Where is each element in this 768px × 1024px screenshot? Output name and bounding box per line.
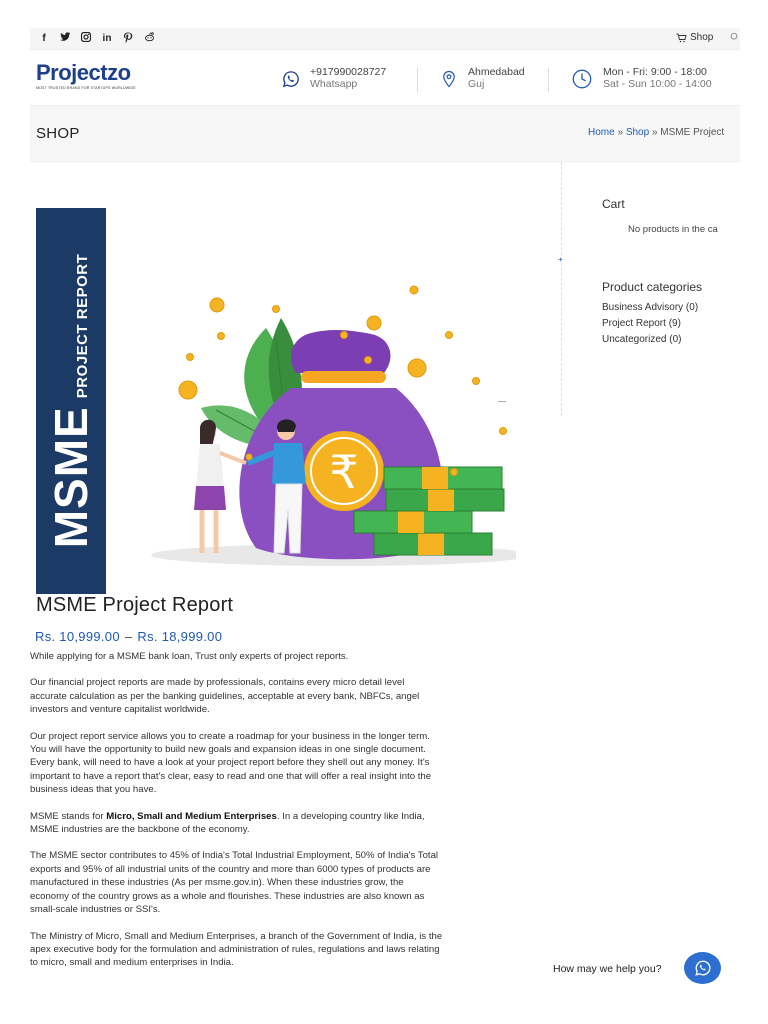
logo-text: Projectzo	[36, 60, 131, 85]
hours-weekend: Sat - Sun 10:00 - 14:00	[603, 78, 712, 90]
description-paragraph: Our financial project reports are made by professionals, contains every micro detail level accurate calculation as per the banking guidelines, acceptable at every bank, NBFCs, angel investors and venture capitalist worldwide.	[30, 677, 420, 716]
rupee-symbol: ₹	[329, 445, 359, 499]
sidebar-divider	[561, 162, 562, 416]
location-city: Ahmedabad	[468, 66, 525, 78]
page	[30, 28, 740, 1024]
cart-heading: Cart	[602, 197, 625, 211]
price-separator: –	[124, 629, 133, 644]
breadcrumb-separator: »	[649, 127, 661, 138]
category-project-report[interactable]: Project Report (9)	[602, 318, 681, 329]
shop-link[interactable]	[676, 32, 713, 43]
logo-tagline: MOST TRUSTED BRAND FOR STARTUPS WORLDWIDE	[36, 86, 136, 90]
category-business-advisory[interactable]: Business Advisory (0)	[602, 302, 699, 313]
description-paragraph: MSME stands for Micro, Small and Medium Enterprises. In a developing country like India, MSME industries are the backbone of the economy.	[30, 810, 425, 836]
description-paragraph: The Ministry of Micro, Small and Medium Enterprises, a branch of the Government of India, is the apex executive body for the formulation and administration of rules, regulations and laws relating to micro, small and medium enterprises in India.	[30, 930, 443, 969]
divider	[548, 68, 549, 92]
twitter-icon[interactable]	[59, 32, 71, 48]
cart-icon	[676, 33, 687, 43]
product-image[interactable]	[36, 208, 516, 594]
banner-small-text: PROJECT REPORT	[74, 253, 91, 399]
hours-weekday: Mon - Fri: 9:00 - 18:00	[603, 66, 707, 78]
msme-full-form: Micro, Small and Medium Enterprises	[106, 810, 277, 822]
whatsapp-number: +917990028727	[310, 66, 387, 78]
clock-icon	[571, 68, 593, 90]
categories-heading: Product categories	[602, 280, 703, 294]
logo[interactable]	[36, 60, 136, 90]
top-bar	[30, 28, 740, 50]
price-low: Rs. 10,999.00	[35, 629, 120, 644]
product-title: MSME Project Report	[36, 594, 234, 616]
location-state: Guj	[468, 78, 485, 90]
instagram-icon[interactable]	[80, 32, 92, 48]
shop-link-label: Shop	[690, 32, 714, 43]
breadcrumb	[588, 127, 724, 138]
linkedin-icon[interactable]: in	[102, 33, 112, 44]
pinterest-icon[interactable]	[122, 32, 134, 48]
breadcrumb-current: MSME Project	[660, 127, 725, 138]
description-paragraph: While applying for a MSME bank loan, Trust only experts of project reports.	[30, 651, 349, 662]
banner-big-text: MSME	[45, 406, 97, 549]
site-header	[30, 50, 740, 106]
money-bag-illustration	[116, 248, 516, 578]
product-description	[30, 650, 510, 983]
banner-strip-text	[44, 254, 98, 549]
category-uncategorized[interactable]: Uncategorized (0)	[602, 334, 682, 345]
whatsapp-icon	[694, 959, 712, 977]
description-paragraph: The MSME sector contributes to 45% of India's Total Industrial Employment, 50% of India's Total exports and 95% of all industrial units of the country and more than 6000 types of products are manufactured in these industries (As per msme.gov.in). When these industries grow, the economy of the country grows as a whole and flourishes. These industries are also known as small-scale industries or SSI's.	[30, 850, 439, 916]
whatsapp-chat-button[interactable]	[684, 952, 721, 984]
chat-prompt[interactable]: How may we help you?	[553, 963, 662, 975]
breadcrumb-shop[interactable]: Shop	[625, 127, 650, 138]
location-pin-icon	[440, 70, 458, 88]
divider	[498, 401, 506, 402]
banner-strip	[36, 208, 106, 594]
business-hours	[571, 66, 712, 90]
whatsapp-icon	[282, 70, 300, 88]
search-icon[interactable]	[730, 32, 738, 45]
reddit-icon[interactable]	[143, 32, 155, 48]
sidebar-marker: +	[558, 255, 563, 264]
whatsapp-contact[interactable]	[282, 66, 386, 90]
breadcrumb-separator: »	[614, 127, 626, 138]
product-price-range	[35, 629, 222, 644]
cart-empty-message: No products in the ca	[628, 224, 718, 235]
category-list	[602, 300, 698, 348]
description-paragraph: Our project report service allows you to create a roadmap for your business in the longer term. You will have the opportunity to build new goals and expansion ideas in one single document. Every bank, will need to have a look at your project report before they shell out any money. It's important to have a report that's clear, easy to read and one that will offer a real insight into the business ideas that you have.	[30, 730, 432, 796]
facebook-icon[interactable]: f	[42, 33, 46, 44]
price-high: Rs. 18,999.00	[137, 629, 223, 644]
page-title-bar	[30, 106, 740, 162]
location-info	[440, 66, 525, 90]
divider	[417, 68, 418, 92]
breadcrumb-home[interactable]: Home	[588, 127, 615, 138]
social-links	[38, 32, 155, 48]
page-title: SHOP	[36, 125, 80, 142]
whatsapp-label: Whatsapp	[310, 78, 358, 90]
